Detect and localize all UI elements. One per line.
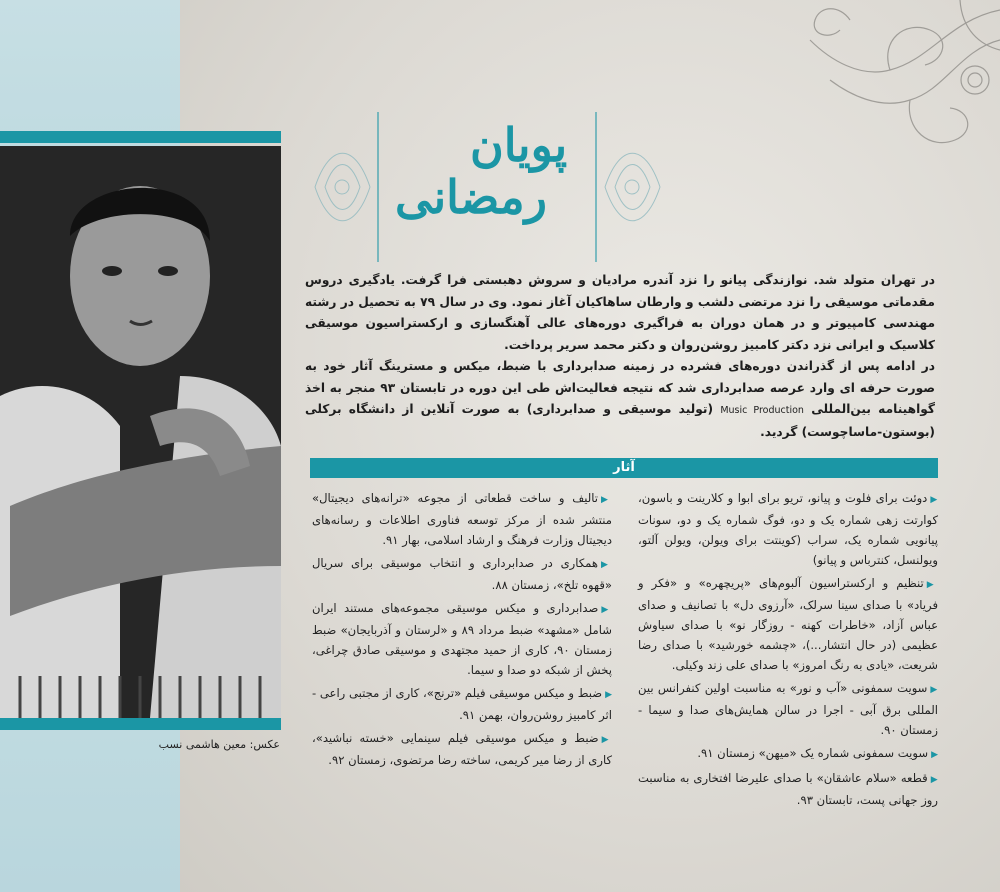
bio-paragraph-2 — [305, 356, 935, 443]
biography — [305, 270, 935, 443]
works-column-left — [312, 488, 612, 773]
bio-paragraph-2-end: (تولید موسیقی و صدابرداری) به صورت آنلاین از دانشگاه برکلی (بوستون-ماساچوست) گردید. — [305, 402, 935, 439]
list-item: ▶ضبط و میکس موسیقی فیلم سینمایی «خسته نباشید»، کاری از رضا میر کریمی، ساخته رضا مرتضوی، زمستان ۹۲. — [312, 731, 612, 767]
list-item: ▶دوئت برای فلوت و پیانو، تریو برای ابوا و کلارینت و باسون، کوارتت زهی شماره یک و دو، فوگ شماره یک و دو، سونات پیانویی شماره یک، سراب (کوینتت برای ویولن، ویولن آلتو، ویولنسل، کنترباس و پیانو) — [638, 491, 938, 567]
bullet-icon: ▶ — [601, 605, 612, 615]
bio-music-production: Music Production — [720, 405, 804, 416]
list-item: ▶ضبط و میکس موسیقی فیلم «ترنج»، کاری از مجتبی راعی - اثر کامبیز روشن‌روان، بهمن ۹۱. — [312, 686, 612, 722]
list-item: ▶قطعه «سلام عاشقان» با صدای علیرضا افتخاری به مناسبت روز جهانی پست، تابستان ۹۳. — [638, 771, 939, 807]
portrait-photo — [0, 146, 281, 718]
works-heading: آثار — [310, 458, 938, 478]
list-item: ▶تالیف و ساخت قطعاتی از مجوعه «ترانه‌های دیجیتال» منتشر شده از مرکز توسعه فناوری اطلاعات و رسانه‌های دیجیتال وزارت فرهنگ و ارشاد اسلامی، بهار ۹۱. — [312, 491, 612, 547]
bio-paragraph-1: در تهران متولد شد. نوازندگی پیانو را نزد آندره مرادیان و سروش دهبستی فرا گرفت. یادگیری دروس مقدماتی موسیقی را نزد مرتضی دلشب و وارطان ساهاکیان آغاز نمود. وی در سال ۷۹ به تحصیل در رشته مهندسی کامپیوتر و در همان دوران به فراگیری دوره‌های عالی آهنگسازی و ارکستراسیون موسیقی کلاسیک و ایرانی نزد دکتر کامبیز روشن‌روان و دکتر محمد سریر پرداخت. — [305, 273, 935, 352]
bullet-icon: ▶ — [926, 580, 938, 590]
photo-top-bar — [0, 131, 281, 143]
bullet-icon: ▶ — [601, 495, 612, 505]
title-last-name: رمضانی — [395, 170, 547, 224]
list-item: ▶صدابرداری و میکس موسیقی مجموعه‌های مستند ایران شامل «مشهد» ضبط مرداد ۸۹ و «لرستان و آذربایجان» ضبط زمستان ۹۰، کاری از حمید مجتهدی و موسیقی صادق چراغی، پخش از شبکه دو صدا و سیما. — [312, 601, 612, 677]
bullet-icon: ▶ — [605, 690, 612, 700]
bullet-icon: ▶ — [931, 750, 938, 760]
list-item: ▶تنظیم و ارکستراسیون آلبوم‌های «پریچهره» و «فکر و فریاد» با صدای سینا سرلک، «آرزوی دل» با تصانیف و صدای عباس آزاد، «خاطرات کهنه - روزگار نو» با صدای سیاوش عظیمی (در حال انتشار...)، «چشمه خورشید» با صدای رضا شریعت، «یادی به رنگ امروز» با صدای علی زند وکیلی. — [638, 576, 938, 672]
portrait-illustration — [0, 146, 281, 718]
bullet-icon: ▶ — [930, 685, 938, 695]
photo-bottom-bar — [0, 718, 281, 730]
photo-credit: عکس: معین هاشمی نسب — [158, 738, 280, 751]
title-first-name: پویان — [470, 118, 568, 172]
bullet-icon: ▶ — [930, 495, 938, 505]
works-column-right — [638, 488, 938, 813]
bio-paragraph-2-main: در ادامه پس از گذراندن دوره‌های فشرده در زمینه صدابرداری با ضبط، میکس و مسترینگ آثار خود به صورت حرفه ای وارد عرصه صدابرداری شد که نتیجه فعالیت‌اش طی این دوره در تابستان ۹۳ منجر به اخذ گواهینامه بین‌المللی — [305, 359, 936, 416]
list-item: ▶سویت سمفونی «آب و نور» به مناسبت اولین کنفرانس بین المللی برق آبی - اجرا در سالن همایش‌های صدا و سیما - زمستان ۹۰. — [638, 681, 938, 737]
floral-ornament-icon — [730, 0, 1000, 170]
list-item: ▶همکاری در صدابرداری و انتخاب موسیقی برای سریال «قهوه تلخ»، زمستان ۸۸. — [312, 556, 612, 592]
bullet-icon: ▶ — [601, 735, 612, 745]
bullet-icon: ▶ — [930, 775, 939, 785]
list-item: ▶سویت سمفونی شماره یک «میهن» زمستان ۹۱. — [697, 746, 938, 760]
bullet-icon: ▶ — [601, 560, 612, 570]
